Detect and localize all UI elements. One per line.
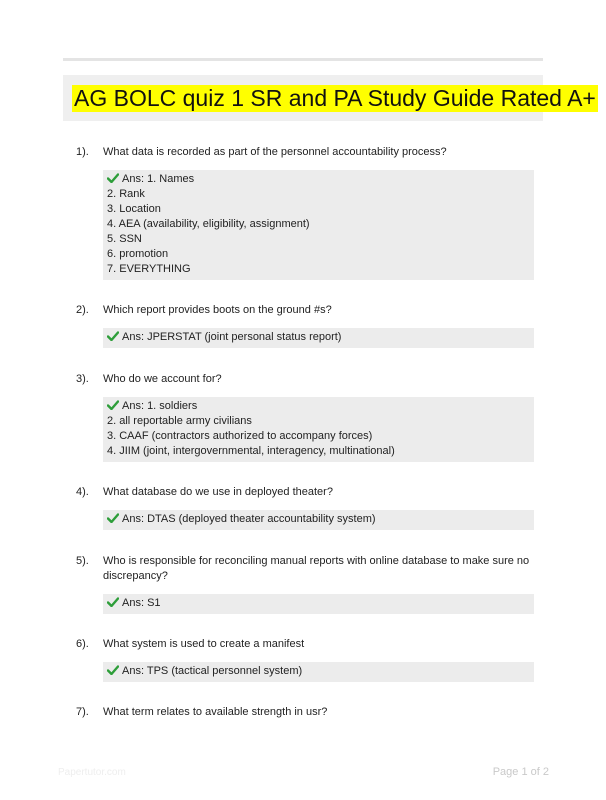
answer-box [103, 170, 534, 280]
check-icon [107, 597, 119, 607]
check-icon [107, 173, 119, 183]
answer-line: 7. EVERYTHING [107, 263, 191, 275]
check-icon [107, 513, 119, 523]
question-text: Who do we account for? [103, 373, 222, 385]
answer-line: Ans: DTAS (deployed theater accountability system) [107, 512, 530, 527]
answer-box [103, 662, 534, 682]
question-text: What system is used to create a manifest [103, 638, 305, 650]
answer-line: Ans: S1 [107, 596, 530, 611]
answer-line: 2. all reportable army civilians [107, 415, 252, 427]
answer-line: 4. JIIM (joint, intergovernmental, interagency, multinational) [107, 445, 395, 457]
question-number: 2). [76, 304, 89, 316]
footer-watermark: Papertutor.com [58, 767, 126, 778]
answer-line: 2. Rank [107, 188, 145, 200]
page-title: AG BOLC quiz 1 SR and PA Study Guide Rated A+ [74, 85, 596, 111]
question-number: 3). [76, 373, 89, 385]
answer-line: 3. Location [107, 203, 161, 215]
top-divider [63, 58, 543, 61]
question-text: Which report provides boots on the ground #s? [103, 304, 332, 316]
title-banner [63, 75, 596, 121]
answer-line: Ans: 1. soldiers [107, 399, 530, 414]
answer-line: 6. promotion [107, 248, 169, 260]
answer-line: Ans: 1. Names [107, 172, 530, 187]
question-number: 7). [76, 706, 89, 718]
check-icon [107, 665, 119, 675]
answer-line: 3. CAAF (contractors authorized to accompany forces) [107, 430, 373, 442]
answer-box [103, 510, 534, 530]
answer-line: Ans: TPS (tactical personnel system) [107, 664, 530, 679]
answer-box [103, 594, 534, 614]
question-number: 5). [76, 555, 89, 567]
question-number: 4). [76, 486, 89, 498]
page-number: Page 1 of 2 [492, 766, 549, 778]
answer-box [103, 328, 534, 348]
question-text: Who is responsible for reconciling manual reports with online database to make sure no discrepancy? [103, 555, 530, 582]
answer-line: 4. AEA (availability, eligibility, assignment) [107, 218, 310, 230]
question-number: 1). [76, 146, 89, 158]
answer-line: Ans: JPERSTAT (joint personal status report) [107, 330, 530, 345]
check-icon [107, 400, 119, 410]
check-icon [107, 331, 119, 341]
question-text: What database do we use in deployed theater? [103, 486, 333, 498]
question-text: What term relates to available strength in usr? [103, 706, 328, 718]
question-number: 6). [76, 638, 89, 650]
question-text: What data is recorded as part of the personnel accountability process? [103, 146, 447, 158]
answer-box [103, 397, 534, 462]
answer-line: 5. SSN [107, 233, 142, 245]
